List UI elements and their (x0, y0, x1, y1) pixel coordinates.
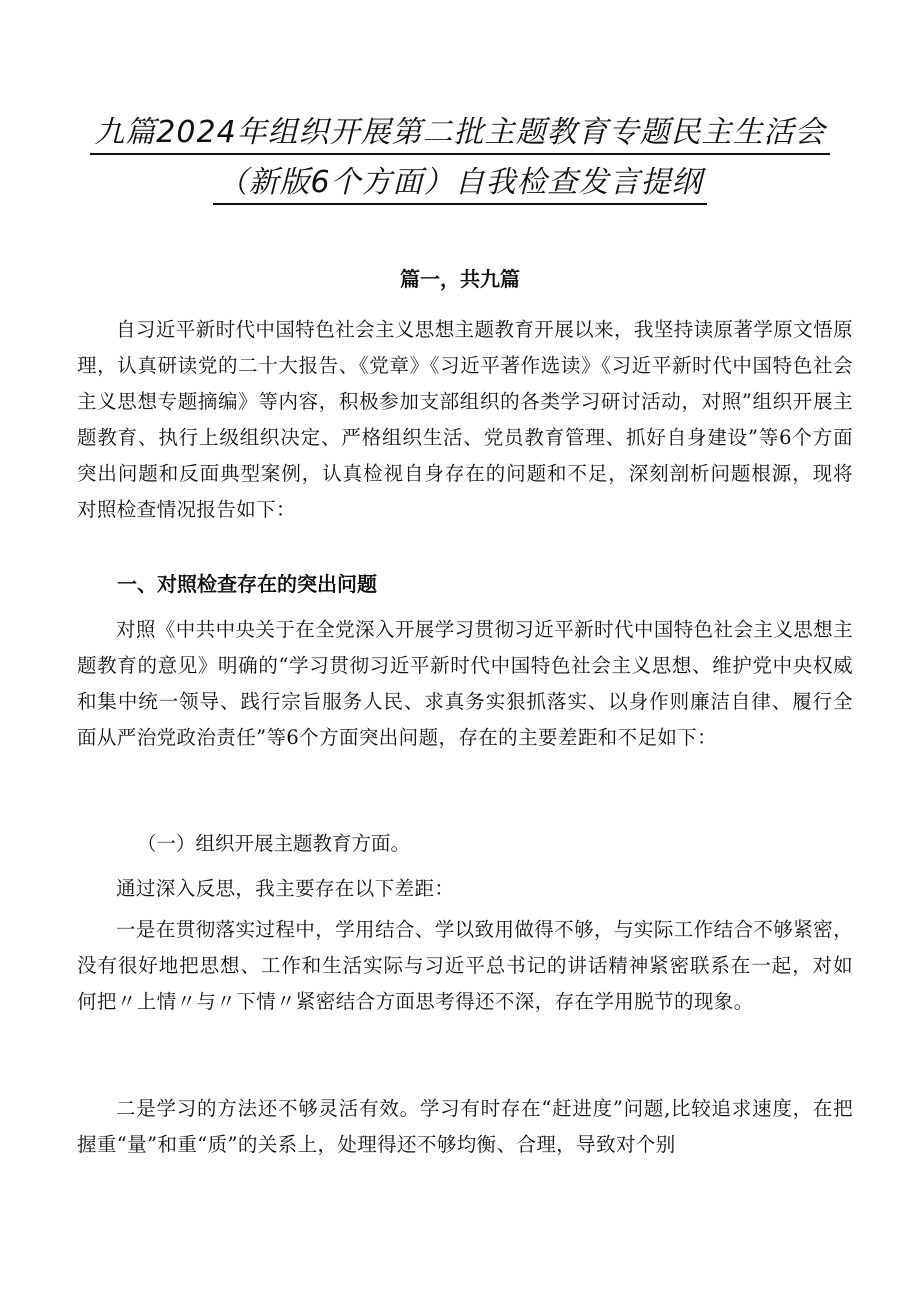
subsection-heading-1: （一）组织开展主题教育方面。 (137, 832, 411, 855)
chapter-heading: 篇一，共九篇 (400, 267, 520, 291)
title-text-2: （新版6个方面）自我检查发言提纲 (213, 165, 706, 205)
paragraph-point-1: 一是在贯彻落实过程中，学用结合、学以致用做得不够，与实际工作结合不够紧密，没有很好地把思想、工作和生活实际与习近平总书记的讲话精神紧密联系在一起，对如何把〃上情〃与〃下情〃紧密结合方面思考得还不深，存在学用脱节的现象。 (77, 918, 853, 1013)
paragraph-intro: 自习近平新时代中国特色社会主义思想主题教育开展以来，我坚持读原著学原文悟原理，认真研读党的二十大报告、《党章》《习近平著作选读》《习近平新时代中国特色社会主义思想专题摘编》等内容，积极参加支部组织的各类学习研讨活动，对照”组织开展主题教育、执行上级组织决定、严格组织生活、党员教育管理、抓好自身建设”等6个方面突出问题和反面典型案例，认真检视自身存在的问题和不足，深刻剖析问题根源，现将对照检查情况报告如下： (77, 318, 853, 521)
paragraph-summary: 通过深入反思，我主要存在以下差距： (116, 877, 455, 900)
document-title-line-2 (60, 163, 860, 203)
title-text-1: 九篇2024年组织开展第二批主题教育专题民主生活会 (90, 115, 829, 155)
paragraph-requirements: 对照《中共中央关于在全党深入开展学习贯彻习近平新时代中国特色社会主义思想主题教育的意见》明确的“学习贯彻习近平新时代中国特色社会主义思想、维护党中央权威和集中统一领导、践行宗旨服务人民、求真务实狠抓落实、以身作则廉洁自律、履行全面从严治党政治责任”等6个方面突出问题，存在的主要差距和不足如下： (77, 618, 853, 749)
document-title-line-1 (60, 113, 860, 153)
paragraph-point-2: 二是学习的方法还不够灵活有效。学习有时存在“赶进度”问题,比较追求速度，在把握重“量”和重“质”的关系上，处理得还不够均衡、合理，导致对个别 (77, 1097, 853, 1156)
section-heading-1: 一、对照检查存在的突出问题 (117, 572, 377, 596)
